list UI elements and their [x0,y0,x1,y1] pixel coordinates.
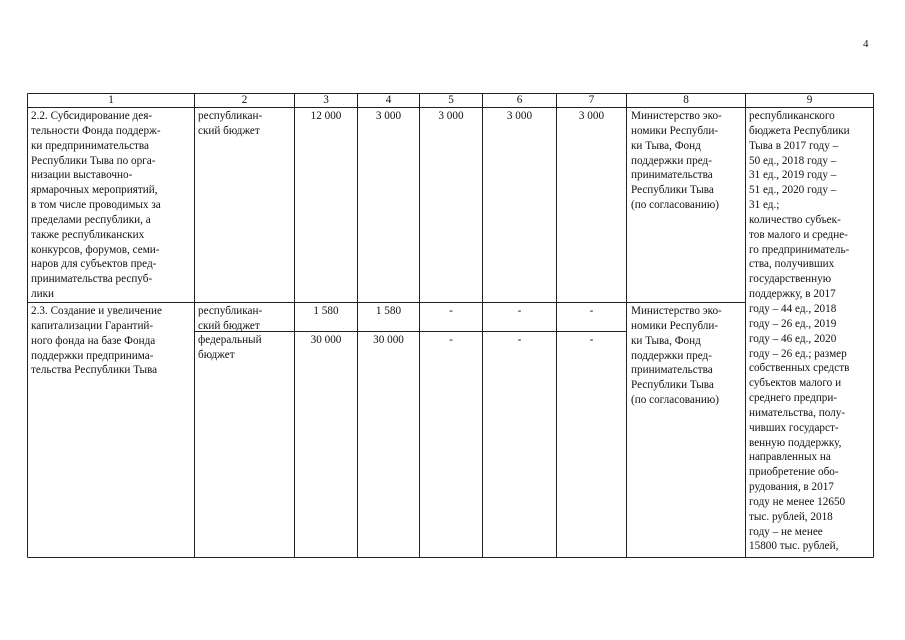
header-col-8: 8 [683,94,689,106]
row-2-3-sub1-col-4: 1 580 [375,305,402,317]
row-2-3-sub2-col-7: - [589,334,594,346]
row-2-2-source: республикан- ский бюджет [198,110,263,137]
row-2-3-sub1-col-6: - [517,305,522,317]
header-col-1: 1 [108,94,114,106]
row-2-3-sub1-col-3: 1 580 [313,305,339,317]
row-2-2-executor: Министерство эко- номики Республи- ки Тыва, Фонд поддержки пред- принимательства Республики Тыва (по согласованию) [631,110,722,212]
row-2-2-col-7: 3 000 [578,110,605,122]
row-2-2-col-3: 12 000 [310,110,342,122]
row-2-3-executor: Министерство эко- номики Республи- ки Тыва, Фонд поддержки пред- принимательства Республики Тыва (по согласованию) [631,305,722,407]
indicators-column: республиканского бюджета Республики Тыва в 2017 году – 50 ед., 2018 году – 31 ед., 2019 году – 51 ед., 2020 году – 31 ед.; количество субъек- тов малого и средне- го предприниматель- ства, получивших государственную поддержку, в 2017 году – 44 ед., 2018 году – 26 ед., 2019 году – 46 ед., 2020 году – 26 ед.; размер собственных средств субъектов малого и среднего предпри- нимательства, полу- чивших государст- венную поддержку, направленных на приобретение обо- рудования, в 2017 году не менее 12650 тыс. рублей, 2018 году – не менее 15800 тыс. рублей, [749,110,850,553]
row-2-2-name: 2.2. Субсидирование дея- тельности Фонда поддерж- ки предпринимательства Республики Тыва по орга- низации выставочно- ярмарочных мероприятий, в том числе проводимых за пределами республики, а также республиканских конкурсов, форумов, семи- наров для субъектов пред- принимательства респуб- лики [31,110,161,301]
row-2-3-sub2-col-4: 30 000 [373,334,404,346]
row-2-3-sub1-source: республикан- ский бюджет [198,305,263,332]
header-col-2: 2 [241,94,248,106]
row-2-3-sub2-col-3: 30 000 [310,334,342,346]
row-2-3-sub2-col-5: - [449,334,453,346]
row-2-2-col-6: 3 000 [506,110,533,122]
row-2-3-sub1-col-7: - [589,305,594,317]
header-col-7: 7 [588,94,595,106]
row-2-3-sub1-col-5: - [449,305,453,317]
row-2-3-sub2-col-6: - [517,334,522,346]
header-col-9: 9 [806,94,813,106]
row-2-2-col-4: 3 000 [375,110,402,122]
header-col-5: 5 [448,94,454,106]
header-col-3: 3 [323,94,329,106]
page-number: 4 [863,38,869,50]
row-2-3-sub2-source: федеральный бюджет [198,334,262,361]
header-col-6: 6 [516,94,523,106]
header-col-4: 4 [385,94,392,106]
row-2-3-name: 2.3. Создание и увеличение капитализации Гарантий- ного фонда на базе Фонда поддержки предпринима- тельства Республики Тыва [31,305,162,377]
row-2-2-col-5: 3 000 [438,110,464,122]
